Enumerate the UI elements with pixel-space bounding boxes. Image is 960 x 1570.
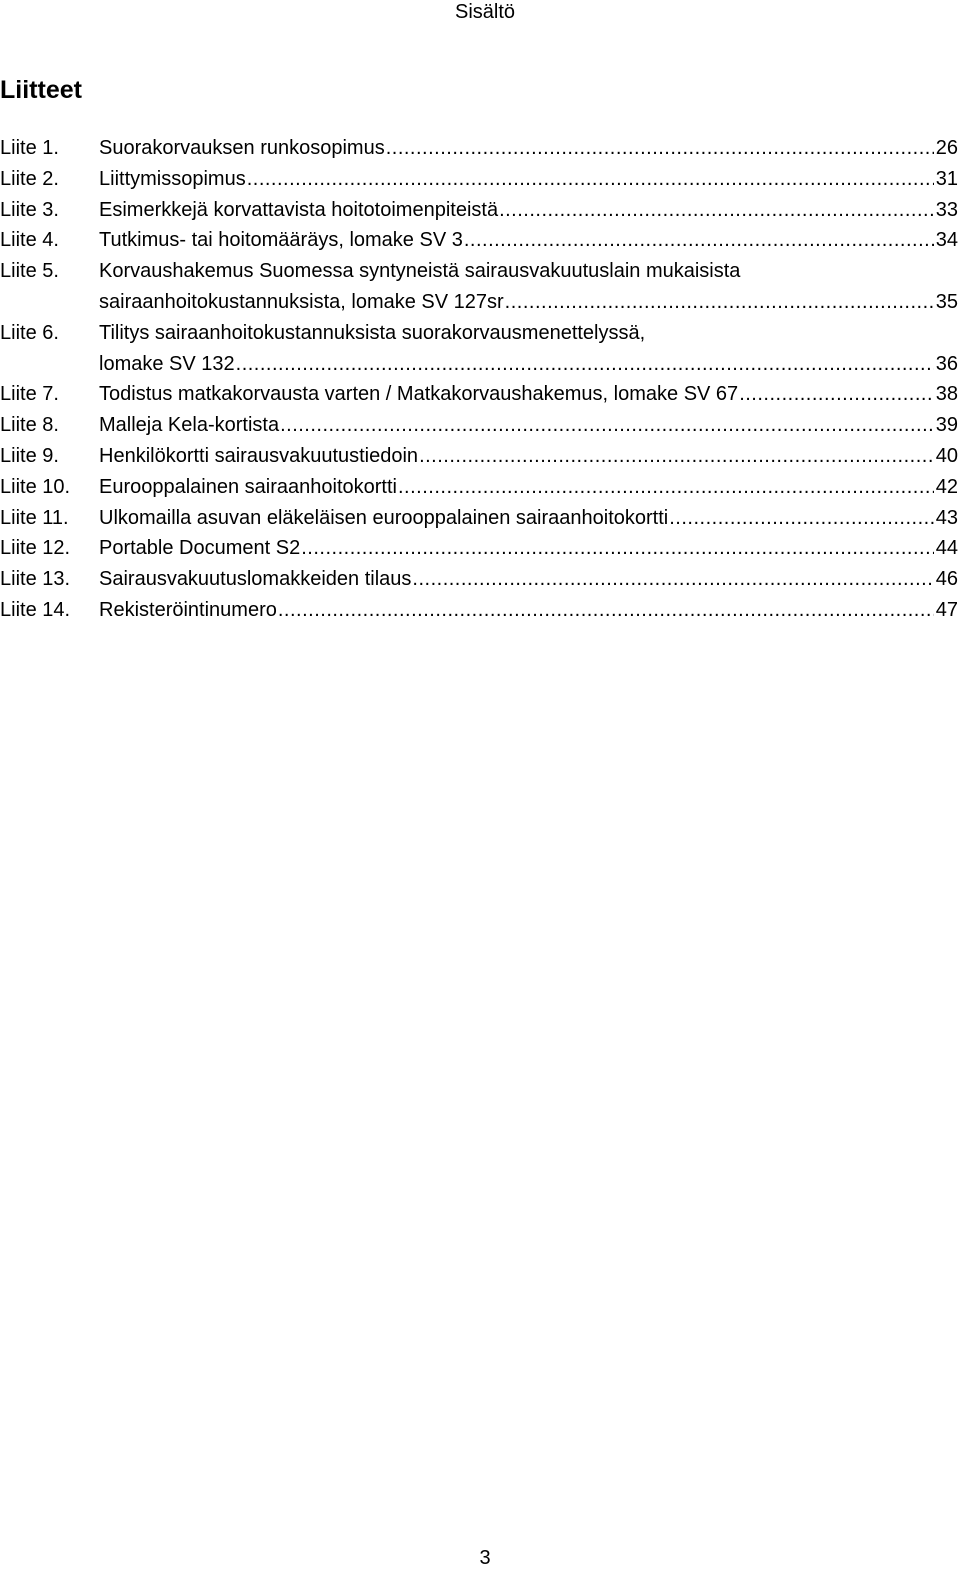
toc-entry[interactable]	[0, 441, 958, 472]
page-number: 3	[479, 1547, 491, 1569]
toc-entry-page: 47	[935, 598, 958, 621]
dot-leader	[499, 195, 934, 226]
dot-leader	[236, 349, 934, 380]
toc-entry-body	[99, 133, 958, 164]
toc-entry-final-line	[99, 287, 958, 318]
toc-entry[interactable]	[0, 410, 958, 441]
toc-entry-body	[99, 225, 958, 256]
toc-entry-body	[99, 410, 958, 441]
toc-entry[interactable]	[0, 133, 958, 164]
dot-leader	[247, 164, 934, 195]
toc-entry[interactable]	[0, 195, 958, 226]
toc-entry-page: 43	[935, 506, 958, 529]
toc-entry-page: 35	[935, 290, 958, 313]
toc-entry-final-line	[99, 472, 958, 503]
toc-entry-title: Liittymissopimus	[99, 167, 246, 190]
toc-entry-final-line	[99, 595, 958, 626]
toc-entry-body	[99, 564, 958, 595]
running-header: Sisältö	[454, 1, 516, 23]
toc-entry-page: 31	[935, 167, 958, 190]
dot-leader	[419, 441, 934, 472]
toc-entry[interactable]	[0, 503, 958, 534]
section-heading: Liitteet	[0, 76, 82, 104]
dot-leader	[278, 595, 934, 626]
toc-entry-number: Liite 10.	[0, 475, 71, 498]
toc-entry-page: 36	[935, 352, 958, 375]
toc-entry-title: Suorakorvauksen runkosopimus	[99, 137, 385, 159]
dot-leader	[669, 503, 934, 534]
toc-entry-final-line	[99, 225, 958, 256]
toc-entry-final-line	[99, 349, 958, 380]
toc-entry-title: lomake SV 132	[99, 352, 235, 375]
toc-entry-final-line	[99, 164, 958, 195]
toc-entry-title: Portable Document S2	[99, 537, 301, 560]
toc-entry-body	[99, 533, 958, 564]
toc-entry-final-line	[99, 379, 958, 410]
toc-entry[interactable]	[0, 595, 958, 626]
toc-entry-title: Todistus matkakorvausta varten / Matkakorvaushakemus, lomake SV 67	[99, 383, 739, 406]
toc-entry[interactable]	[0, 472, 958, 503]
toc-entry-number: Liite 13.	[0, 568, 71, 591]
toc-entry-number: Liite 7.	[0, 383, 59, 406]
toc-entry-page: 39	[935, 414, 958, 437]
toc-entry-body	[99, 472, 958, 503]
toc-entry-number: Liite 2.	[0, 167, 59, 190]
toc-entry-title: Rekisteröintinumero	[99, 598, 277, 621]
dot-leader	[301, 533, 934, 564]
table-of-contents	[0, 133, 958, 626]
toc-entry-number: Liite 12.	[0, 537, 71, 560]
dot-leader	[464, 225, 934, 256]
toc-entry[interactable]	[0, 379, 958, 410]
toc-entry-body	[99, 164, 958, 195]
toc-entry-number: Liite 1.	[0, 137, 59, 159]
toc-entry-title: Esimerkkejä korvattavista hoitotoimenpiteistä	[99, 198, 499, 221]
dot-leader	[280, 410, 934, 441]
toc-entry-number: Liite 14.	[0, 598, 71, 621]
toc-entry-title: sairaanhoitokustannuksista, lomake SV 127sr	[99, 290, 504, 313]
toc-entry-body	[99, 195, 958, 226]
toc-entry-body	[99, 379, 958, 410]
toc-entry[interactable]	[0, 256, 958, 318]
toc-entry-number: Liite 5.	[0, 260, 59, 283]
toc-entry-page: 42	[935, 475, 958, 498]
toc-entry-number: Liite 8.	[0, 414, 59, 437]
toc-entry-title: Eurooppalainen sairaanhoitokortti	[99, 475, 397, 498]
toc-entry-number: Liite 11.	[0, 506, 69, 529]
toc-entry-page: 38	[935, 383, 958, 406]
toc-entry[interactable]	[0, 564, 958, 595]
toc-entry[interactable]	[0, 225, 958, 256]
toc-entry-final-line	[99, 503, 958, 534]
toc-entry-body	[99, 441, 958, 472]
toc-entry-final-line	[99, 195, 958, 226]
toc-entry-title: Malleja Kela-kortista	[99, 414, 280, 437]
toc-entry-page: 44	[935, 537, 958, 560]
toc-entry-title: Sairausvakuutuslomakkeiden tilaus	[99, 568, 412, 591]
dot-leader	[505, 287, 934, 318]
toc-entry-final-line	[99, 564, 958, 595]
toc-entry-title: Tutkimus- tai hoitomääräys, lomake SV 3	[99, 229, 463, 252]
toc-entry-page: 33	[935, 198, 958, 221]
dot-leader	[412, 564, 933, 595]
toc-entry-title-line: Korvaushakemus Suomessa syntyneistä sairausvakuutuslain mukaisista	[99, 260, 741, 283]
toc-entry-number: Liite 4.	[0, 229, 59, 252]
toc-entry-body	[99, 318, 958, 380]
toc-entry-title-line: Tilitys sairaanhoitokustannuksista suorakorvausmenettelyssä,	[99, 321, 646, 344]
toc-entry-body	[99, 503, 958, 534]
toc-entry-title: Henkilökortti sairausvakuutustiedoin	[99, 444, 419, 467]
dot-leader	[386, 133, 934, 164]
toc-entry-final-line	[99, 133, 958, 164]
dot-leader	[398, 472, 934, 503]
toc-entry-number: Liite 6.	[0, 321, 59, 344]
toc-entry-page: 40	[935, 444, 958, 467]
toc-entry-final-line	[99, 533, 958, 564]
toc-entry-number: Liite 3.	[0, 198, 59, 221]
toc-entry-body	[99, 256, 958, 318]
toc-entry-page: 46	[935, 568, 958, 591]
dot-leader	[739, 379, 934, 410]
toc-entry-number: Liite 9.	[0, 444, 59, 467]
toc-entry[interactable]	[0, 164, 958, 195]
toc-entry-page: 26	[935, 137, 958, 159]
toc-entry[interactable]	[0, 318, 958, 380]
toc-entry-title: Ulkomailla asuvan eläkeläisen eurooppalainen sairaanhoitokortti	[99, 506, 669, 529]
toc-entry[interactable]	[0, 533, 958, 564]
toc-entry-body	[99, 595, 958, 626]
toc-entry-page: 34	[935, 229, 958, 252]
toc-entry-final-line	[99, 410, 958, 441]
toc-entry-final-line	[99, 441, 958, 472]
